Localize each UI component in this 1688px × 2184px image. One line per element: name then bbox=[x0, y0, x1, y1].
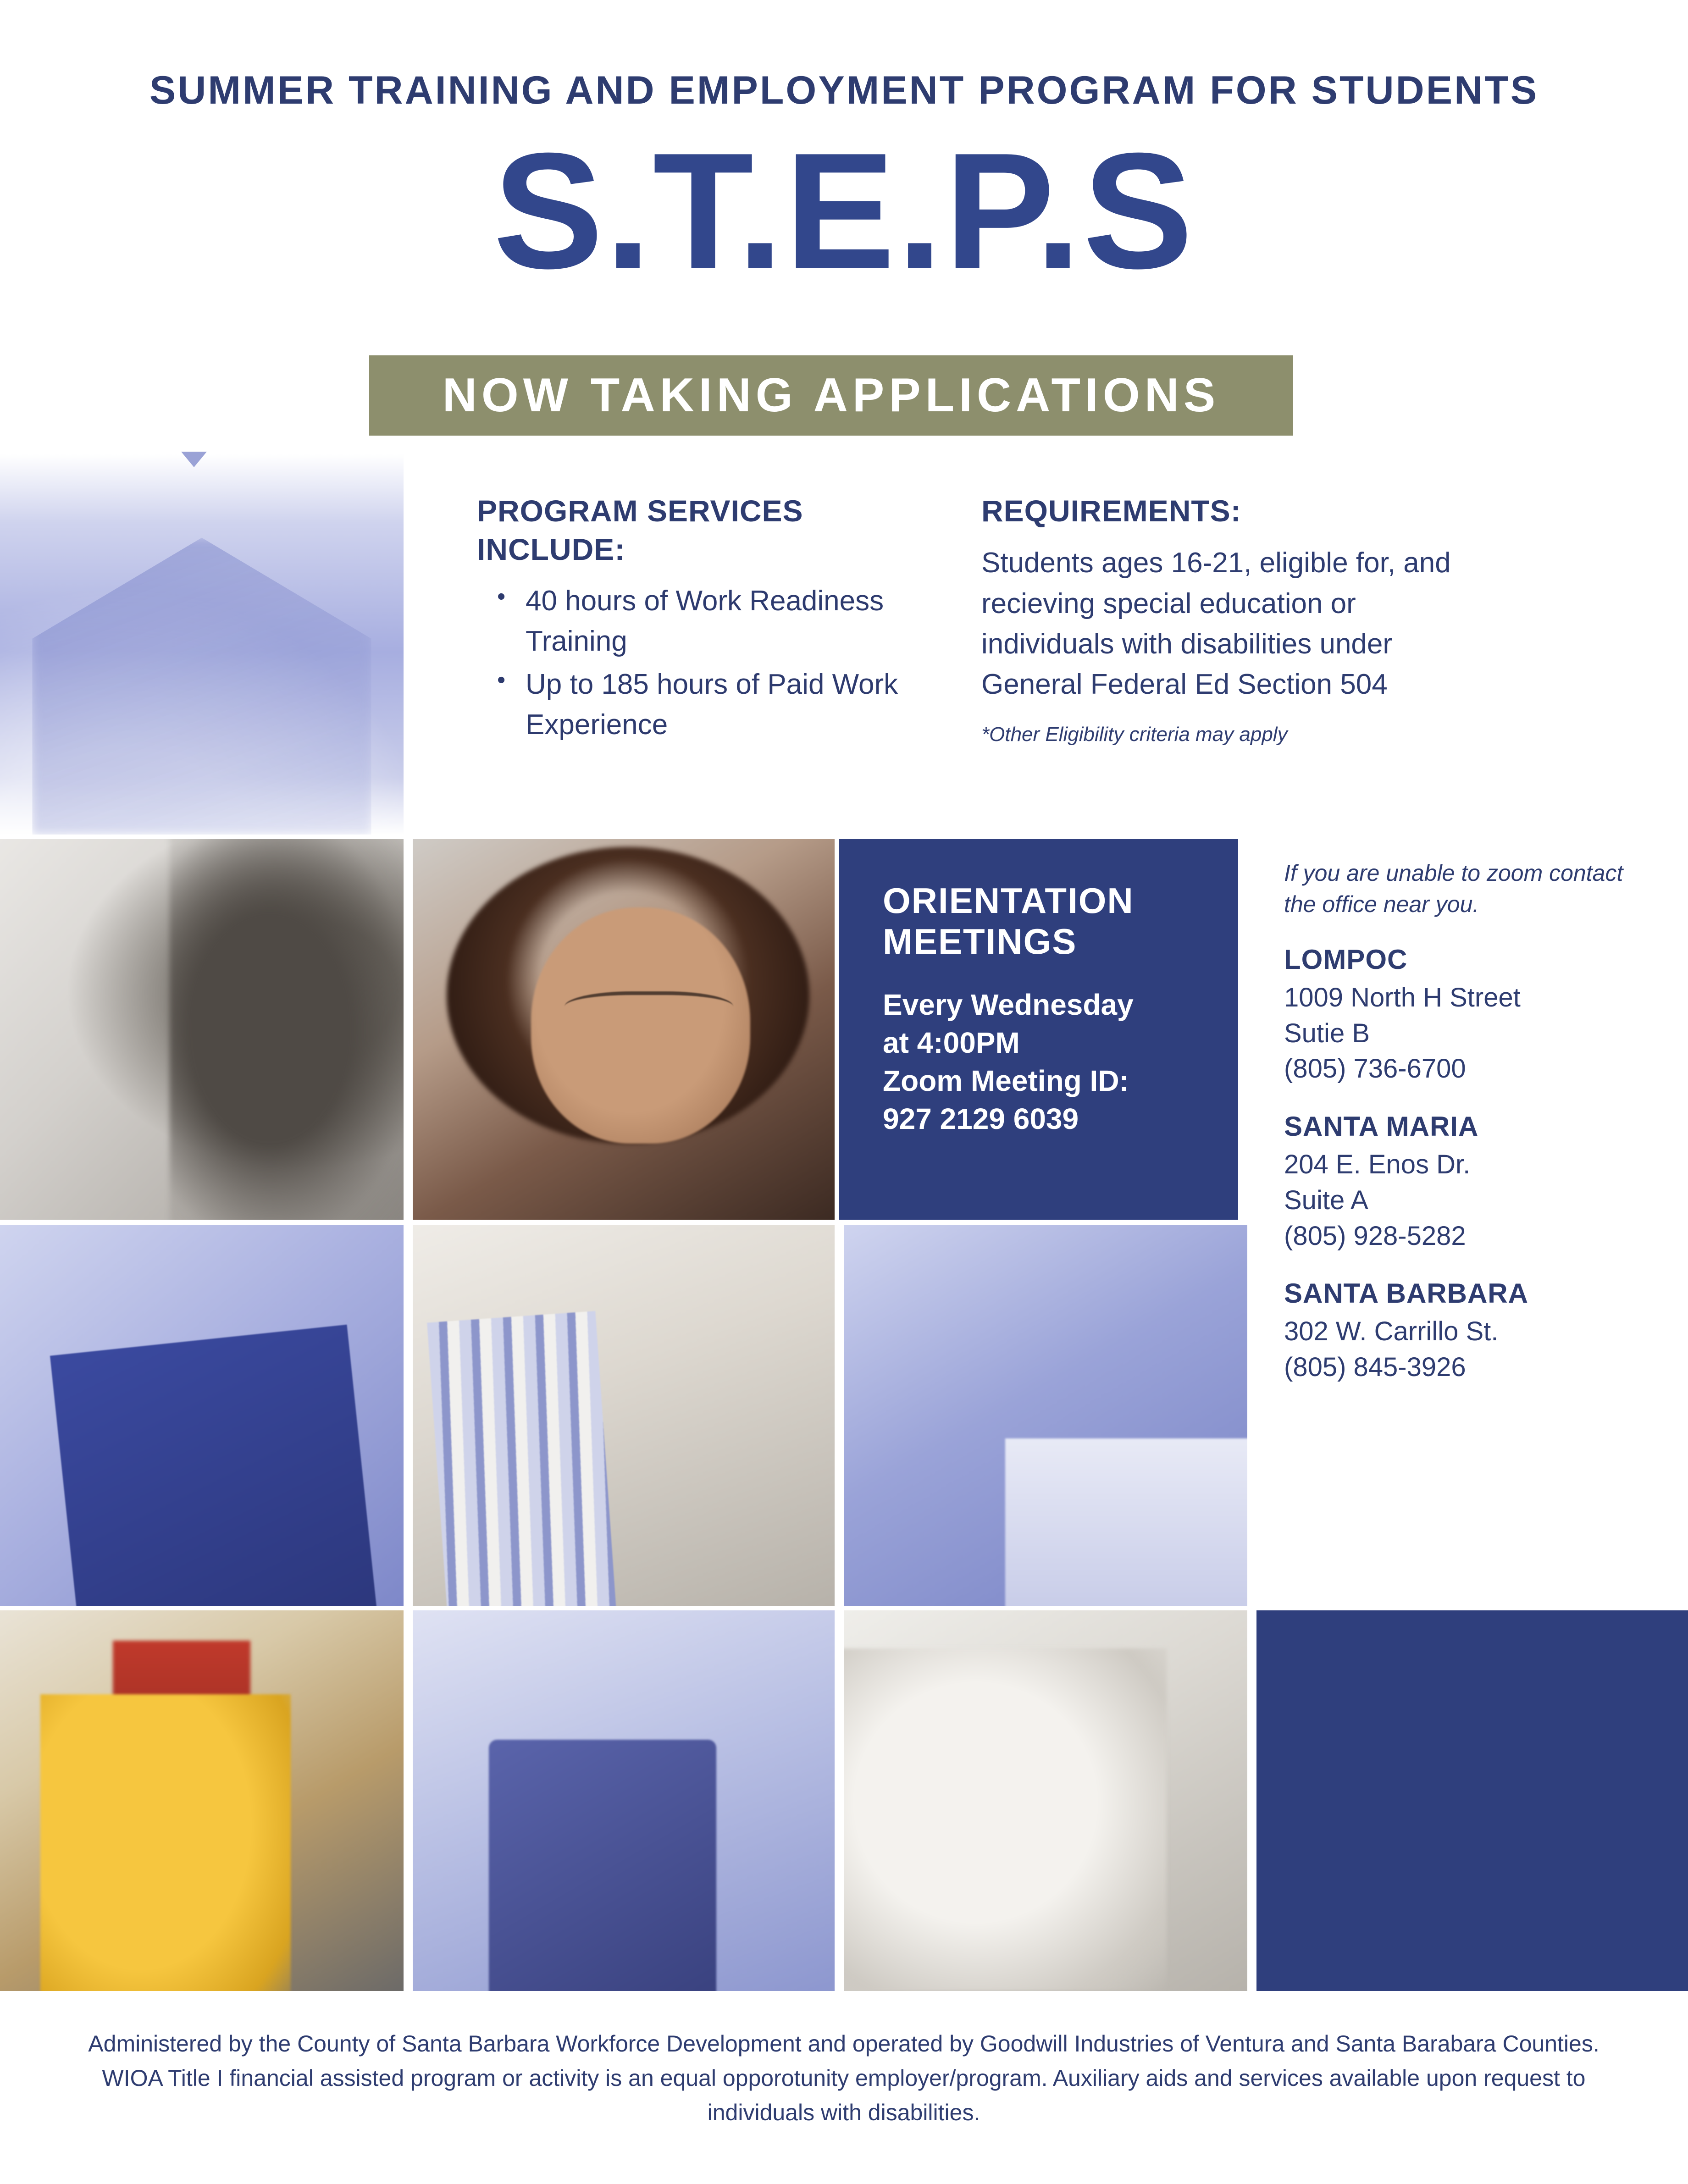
requirements-body: Students ages 16-21, eligible for, and recieving special education or individuals with disabilities under General Federal Ed Section 504 bbox=[981, 547, 1451, 700]
blue-folder-photo bbox=[0, 1225, 404, 1606]
program-services-heading-line1: PROGRAM SERVICES bbox=[477, 494, 803, 528]
list-item: • 40 hours of Work Readiness Training bbox=[477, 581, 954, 662]
requirements-section bbox=[981, 492, 1463, 746]
office-contacts-section bbox=[1284, 857, 1660, 1385]
page-title: S.T.E.P.S bbox=[493, 119, 1195, 303]
orientation-heading-line1: ORIENTATION bbox=[883, 880, 1134, 921]
orientation-time: at 4:00PM bbox=[883, 1026, 1020, 1059]
program-services-heading-line2: INCLUDE: bbox=[477, 532, 625, 567]
blurred-building-photo bbox=[0, 454, 404, 835]
orientation-day: Every Wednesday bbox=[883, 988, 1134, 1021]
glasses-icon bbox=[565, 991, 733, 1029]
red-book-shape bbox=[113, 1641, 250, 1793]
zoom-meeting-id: 927 2129 6039 bbox=[883, 1102, 1079, 1136]
program-services-list bbox=[477, 581, 954, 745]
orientation-meetings-box bbox=[839, 839, 1238, 1220]
ribbon-label: NOW TAKING APPLICATIONS bbox=[442, 369, 1220, 422]
student-holding-books-photo bbox=[413, 1225, 835, 1606]
office-lompoc bbox=[1284, 944, 1660, 1087]
applications-ribbon bbox=[369, 355, 1293, 436]
office-phone[interactable]: (805) 928-5282 bbox=[1284, 1221, 1466, 1251]
requirements-note: *Other Eligibility criteria may apply bbox=[981, 723, 1288, 746]
office-name: SANTA MARIA bbox=[1284, 1111, 1479, 1142]
program-services-section bbox=[477, 492, 954, 748]
orientation-details bbox=[883, 986, 1201, 1139]
contacts-note: If you are unable to zoom contact the office near you. bbox=[1284, 860, 1623, 917]
zoom-meeting-label: Zoom Meeting ID: bbox=[883, 1064, 1129, 1098]
requirements-heading: REQUIREMENTS: bbox=[981, 494, 1241, 528]
office-santa-maria bbox=[1284, 1111, 1660, 1254]
office-name: LOMPOC bbox=[1284, 944, 1408, 975]
navy-color-block bbox=[1256, 1610, 1688, 1991]
office-santa-barbara bbox=[1284, 1277, 1660, 1385]
smiling-student-portrait-photo bbox=[413, 839, 835, 1220]
office-address-line: Sutie B bbox=[1284, 1018, 1370, 1048]
orientation-heading bbox=[883, 880, 1201, 962]
program-kicker: SUMMER TRAINING AND EMPLOYMENT PROGRAM FOR STUDENTS bbox=[149, 68, 1539, 112]
office-address-line: 302 W. Carrillo St. bbox=[1284, 1316, 1499, 1347]
office-desk-photo bbox=[844, 1225, 1247, 1606]
office-address-line: Suite A bbox=[1284, 1185, 1368, 1215]
orientation-heading-line2: MEETINGS bbox=[883, 921, 1077, 962]
office-phone[interactable]: (805) 845-3926 bbox=[1284, 1352, 1466, 1382]
shirt-sleeve-photo bbox=[844, 1610, 1247, 1991]
list-item: • Up to 185 hours of Paid Work Experience bbox=[477, 664, 954, 745]
hands-holding-tablet-photo bbox=[413, 1610, 835, 1991]
triangle-marker-icon bbox=[181, 452, 207, 467]
office-name: SANTA BARBARA bbox=[1284, 1278, 1528, 1309]
footer-disclaimer: Administered by the County of Santa Barbara Workforce Development and operated by Goodwill Industries of Ventura and Santa Barabara Counties. WIOA Title I financial assisted program or activity is an equal opporotunity employer/program. Auxiliary aids and services available upon request to individuals with disabilities. bbox=[88, 2031, 1599, 2125]
office-address-line: 204 E. Enos Dr. bbox=[1284, 1150, 1471, 1180]
office-phone[interactable]: (805) 736-6700 bbox=[1284, 1054, 1466, 1084]
yellow-jacket-student-photo bbox=[0, 1610, 404, 1991]
office-address-line: 1009 North H Street bbox=[1284, 983, 1521, 1012]
student-hair-photo bbox=[0, 839, 404, 1220]
